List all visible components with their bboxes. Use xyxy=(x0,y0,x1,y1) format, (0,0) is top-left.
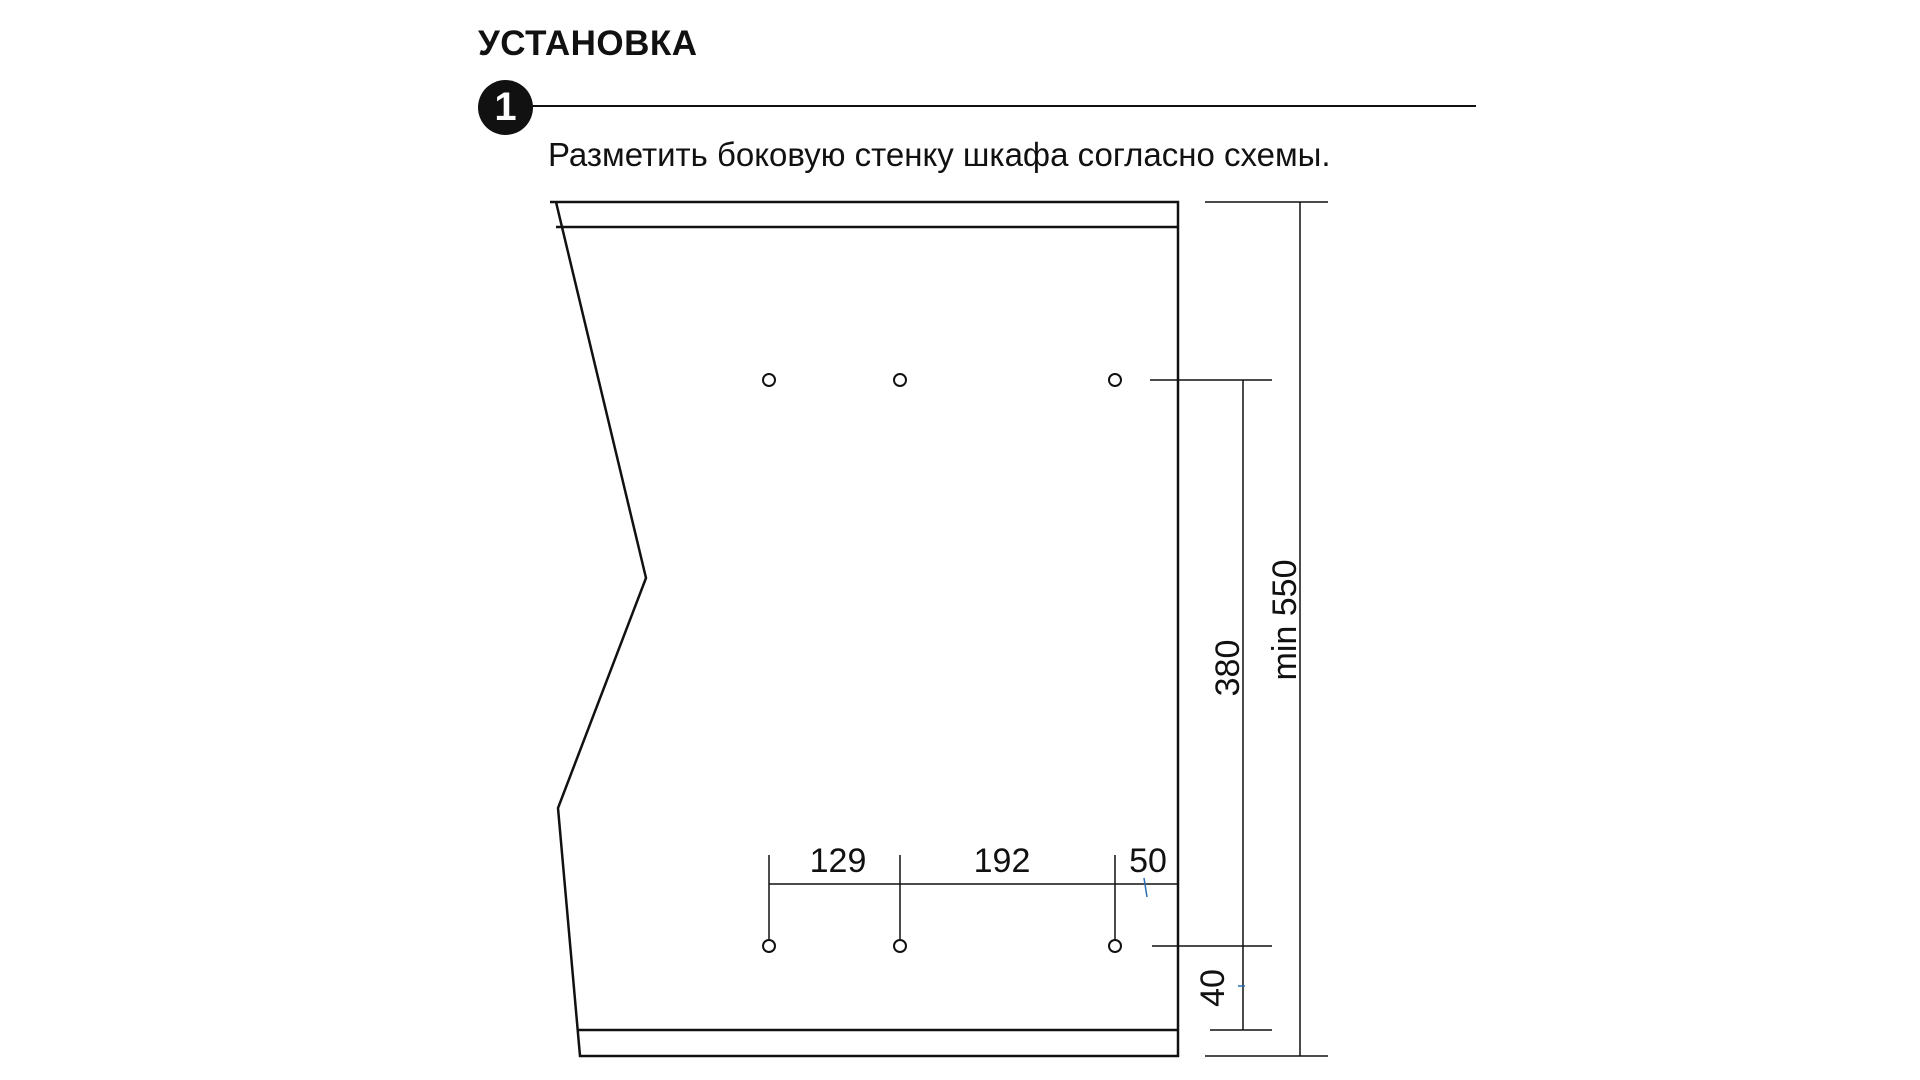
step-instruction: Разметить боковую стенку шкафа согласно схемы. xyxy=(548,136,1331,173)
hole-bottom-1 xyxy=(763,940,775,952)
hole-top-1 xyxy=(763,374,775,386)
dimension-label-50: 50 xyxy=(1129,842,1167,880)
hole-bottom-3 xyxy=(1109,940,1121,952)
dimension-label-380: 380 xyxy=(1209,639,1247,697)
step-number-badge: 1 xyxy=(478,80,533,135)
hole-bottom-2 xyxy=(894,940,906,952)
dimension-label-min-550: min 550 xyxy=(1266,559,1304,681)
section-title: УСТАНОВКА xyxy=(478,24,698,63)
panel-outline xyxy=(550,202,1178,1056)
dimension-label-40: 40 xyxy=(1194,969,1232,1007)
hole-top-2 xyxy=(894,374,906,386)
accent-tick-1 xyxy=(1144,878,1147,897)
dimension-label-192: 192 xyxy=(973,842,1031,880)
hole-top-3 xyxy=(1109,374,1121,386)
dimension-label-129: 129 xyxy=(809,842,867,880)
